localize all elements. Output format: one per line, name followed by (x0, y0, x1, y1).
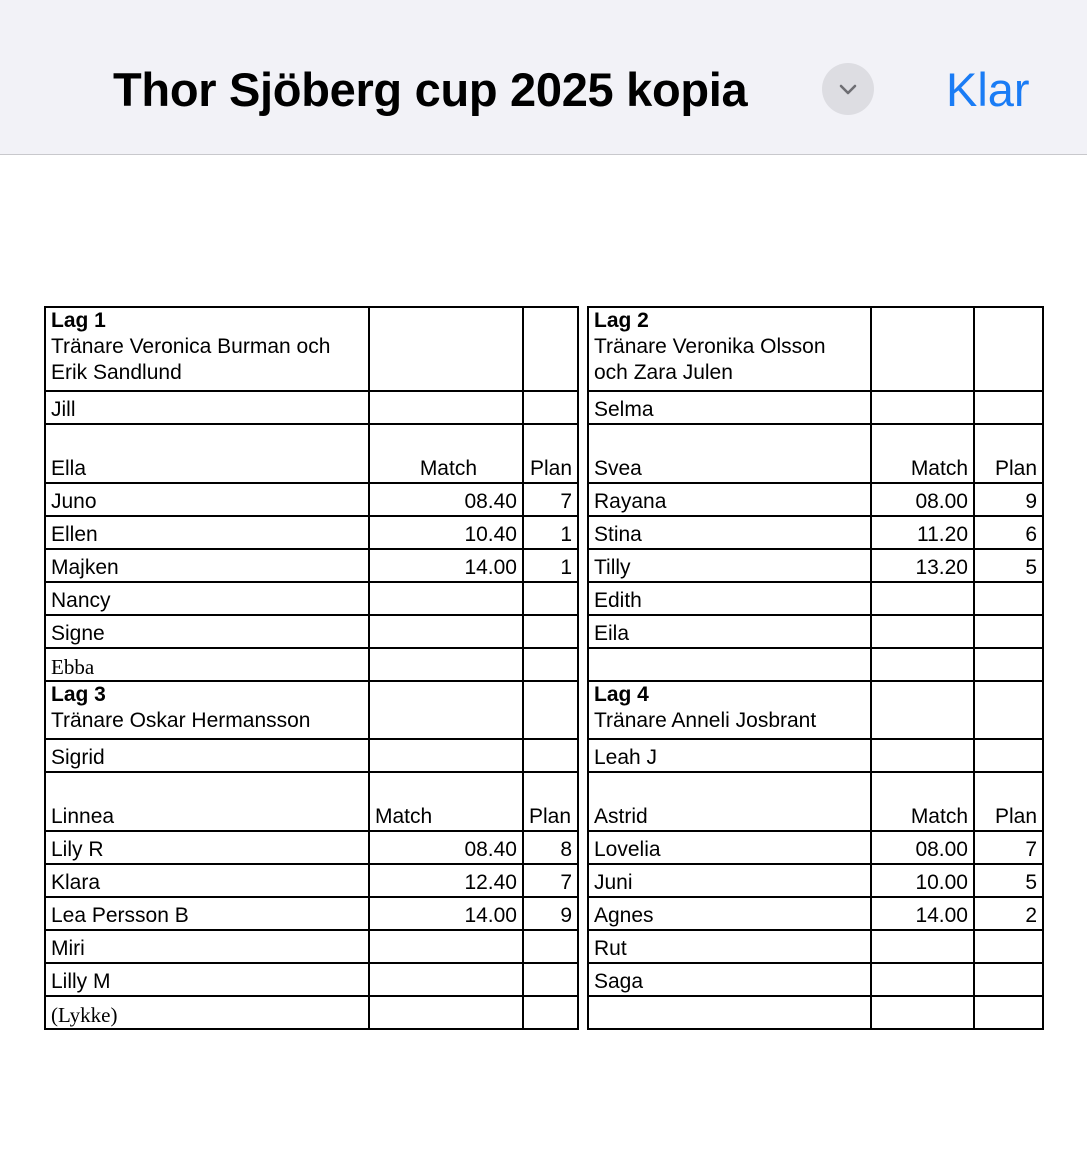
player-name: Jill (45, 391, 369, 424)
table-row (45, 772, 1043, 831)
done-button[interactable]: Klar (946, 63, 1030, 116)
plan-column-header: Plan (974, 424, 1043, 483)
table-row (45, 864, 1043, 897)
team-header-lag1 (45, 307, 369, 391)
match-plan: 7 (523, 483, 578, 516)
match-time: 14.00 (871, 897, 974, 930)
match-time: 08.00 (871, 483, 974, 516)
player-name: Tilly (588, 549, 871, 582)
player-name: Astrid (588, 772, 871, 831)
match-column-header: Match (369, 424, 523, 483)
match-column-header: Match (871, 424, 974, 483)
player-name: Miri (45, 930, 369, 963)
document-title: Thor Sjöberg cup 2025 kopia (113, 63, 748, 116)
match-plan: 7 (523, 864, 578, 897)
table-row (45, 483, 1043, 516)
table-row (45, 516, 1043, 549)
team-name: Lag 3 (51, 683, 106, 706)
player-name: Sigrid (45, 739, 369, 772)
team-trainer: Tränare Veronica Burman och Erik Sandlund (51, 335, 331, 384)
chevron-down-icon (836, 77, 860, 101)
match-plan: 8 (523, 831, 578, 864)
table-row (45, 648, 1043, 681)
title-menu-button[interactable] (822, 63, 874, 115)
player-name: Lily R (45, 831, 369, 864)
player-name: Nancy (45, 582, 369, 615)
column-divider (578, 307, 588, 391)
player-name: Saga (588, 963, 871, 996)
player-name: Juno (45, 483, 369, 516)
schedule-table (44, 306, 1044, 1030)
player-name: Agnes (588, 897, 871, 930)
table-row (45, 739, 1043, 772)
match-plan: 7 (974, 831, 1043, 864)
player-name: Rut (588, 930, 871, 963)
table-row (45, 424, 1043, 483)
match-time: 12.40 (369, 864, 523, 897)
table-row (45, 831, 1043, 864)
team-name: Lag 1 (51, 309, 106, 332)
team-trainer: Tränare Anneli Josbrant (594, 709, 817, 732)
match-time: 08.40 (369, 483, 523, 516)
match-column-header: Match (369, 772, 523, 831)
match-time: 10.00 (871, 864, 974, 897)
match-plan: 9 (974, 483, 1043, 516)
player-name: Eila (588, 615, 871, 648)
table-row (45, 582, 1043, 615)
team-header-lag4 (588, 681, 871, 739)
navigation-bar (0, 0, 1087, 155)
player-name: Linnea (45, 772, 369, 831)
plan-column-header: Plan (523, 424, 578, 483)
match-column-header: Match (871, 772, 974, 831)
match-time: 11.20 (871, 516, 974, 549)
player-name: Lilly M (45, 963, 369, 996)
table-row (45, 391, 1043, 424)
player-name: (Lykke) (45, 996, 369, 1029)
match-time: 08.40 (369, 831, 523, 864)
player-name: Juni (588, 864, 871, 897)
player-name: Lovelia (588, 831, 871, 864)
team-name: Lag 4 (594, 683, 649, 706)
player-name: Klara (45, 864, 369, 897)
match-time: 10.40 (369, 516, 523, 549)
plan-column-header: Plan (974, 772, 1043, 831)
player-name: Ella (45, 424, 369, 483)
match-plan: 5 (974, 864, 1043, 897)
match-time: 13.20 (871, 549, 974, 582)
team-header-row (45, 307, 1043, 391)
player-name: Stina (588, 516, 871, 549)
match-plan: 5 (974, 549, 1043, 582)
table-row (45, 996, 1043, 1029)
player-name: Signe (45, 615, 369, 648)
match-plan: 9 (523, 897, 578, 930)
document-page (44, 306, 1044, 1030)
player-name: Edith (588, 582, 871, 615)
match-plan: 1 (523, 549, 578, 582)
match-plan: 6 (974, 516, 1043, 549)
plan-column-header: Plan (523, 772, 578, 831)
team-trainer: Tränare Oskar Hermansson (51, 709, 311, 732)
player-name: Ebba (45, 648, 369, 681)
player-name: Lea Persson B (45, 897, 369, 930)
player-name: Ellen (45, 516, 369, 549)
match-time: 14.00 (369, 549, 523, 582)
team-header-lag2 (588, 307, 871, 391)
match-plan: 2 (974, 897, 1043, 930)
team-name: Lag 2 (594, 309, 649, 332)
player-name: Majken (45, 549, 369, 582)
match-plan: 1 (523, 516, 578, 549)
player-name: Leah J (588, 739, 871, 772)
match-time: 14.00 (369, 897, 523, 930)
team-header-lag3 (45, 681, 369, 739)
table-row (45, 549, 1043, 582)
player-name: Svea (588, 424, 871, 483)
table-row (45, 615, 1043, 648)
player-name: Rayana (588, 483, 871, 516)
match-time: 08.00 (871, 831, 974, 864)
team-header-row (45, 681, 1043, 739)
table-row (45, 897, 1043, 930)
player-name: Selma (588, 391, 871, 424)
table-row (45, 930, 1043, 963)
table-row (45, 963, 1043, 996)
team-trainer: Tränare Veronika Olsson och Zara Julen (594, 335, 826, 384)
